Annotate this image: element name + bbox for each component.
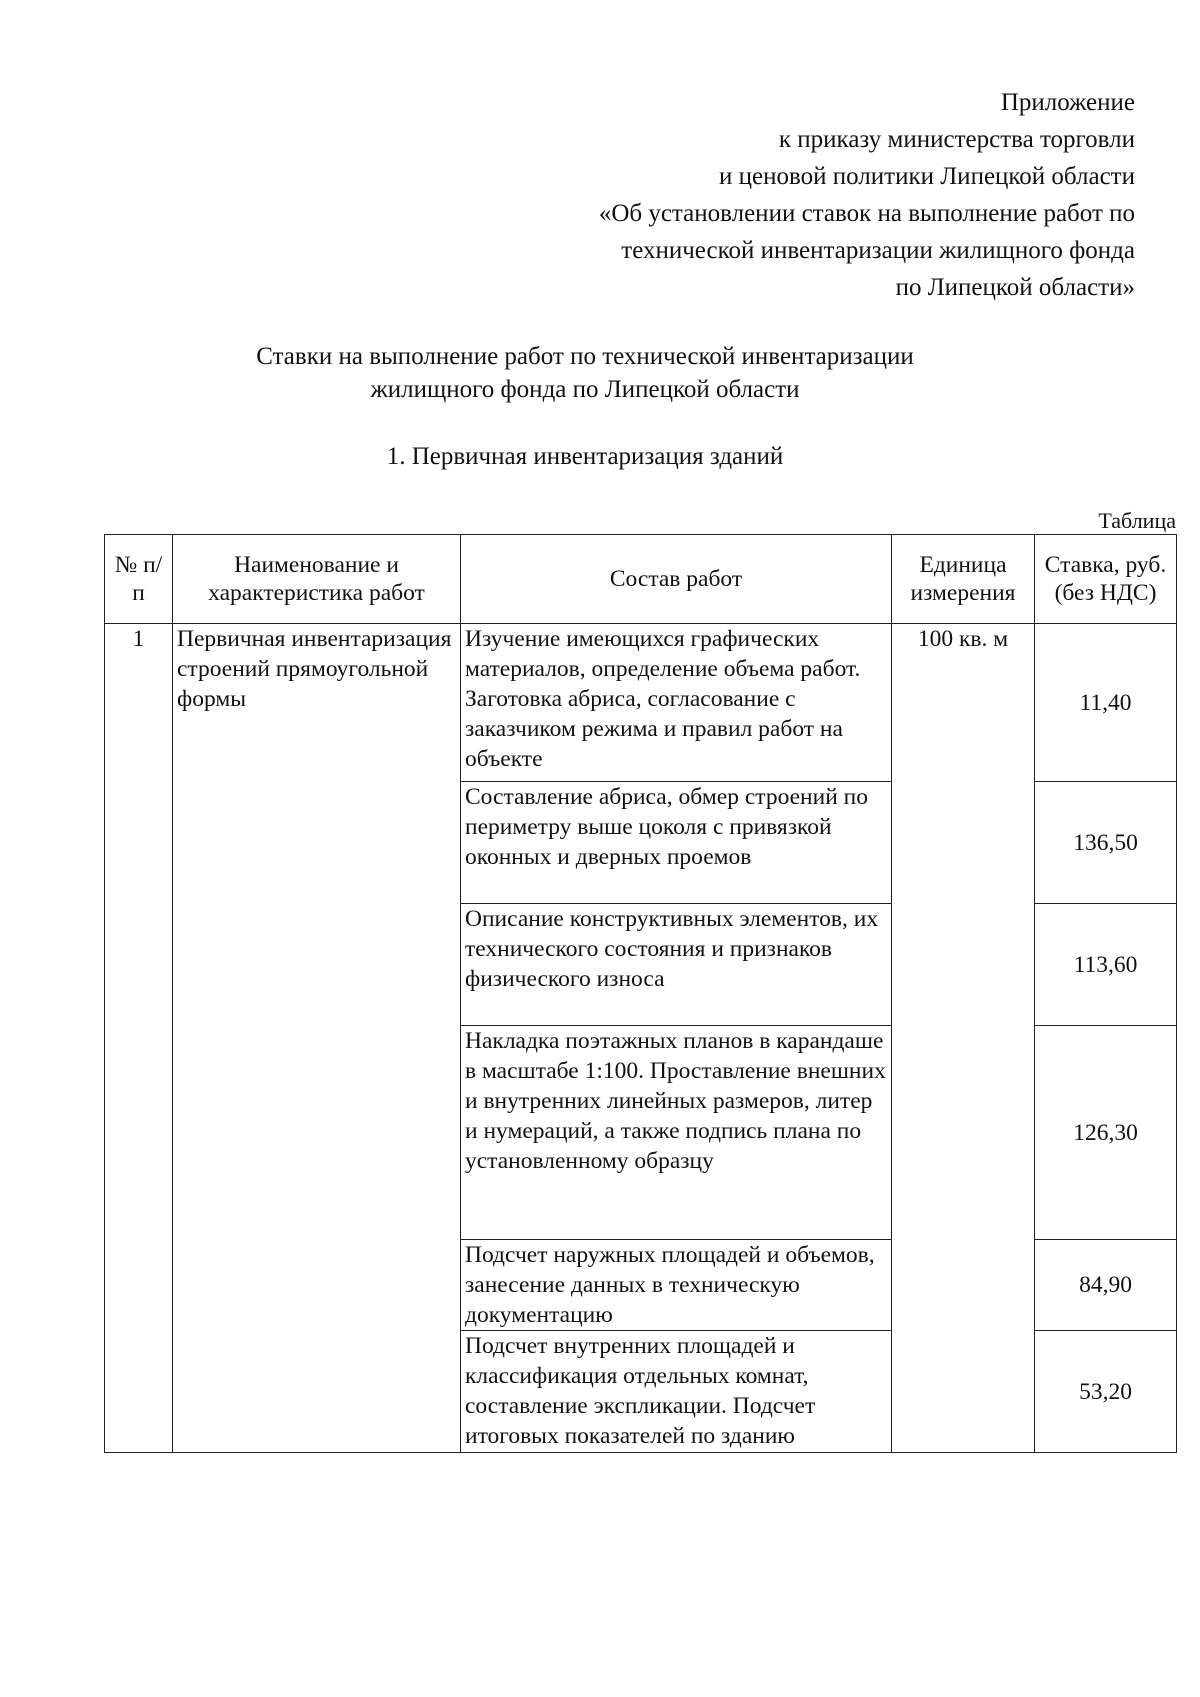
table-row: [105, 624, 1177, 782]
appendix-line: «Об установлении ставок на выполнение работ по: [598, 200, 1135, 227]
table-label: Таблица: [1098, 508, 1176, 533]
rate-value: 113,60: [1035, 904, 1177, 1026]
item-name: Первичная инвентаризация строений прямоугольной формы: [173, 624, 461, 1453]
header-name: Наименование и характеристика работ: [173, 535, 461, 624]
section-title: 1. Первичная инвентаризация зданий: [386, 443, 784, 470]
document-title-line: Ставки на выполнение работ по технической инвентаризации: [256, 343, 914, 370]
rate-value: 53,20: [1035, 1331, 1177, 1453]
header-work: Состав работ: [461, 535, 892, 624]
appendix-header: [435, 84, 1135, 306]
work-description: Накладка поэтажных планов в карандаше в масштабе 1:100. Проставление внешних и внутренних линейных размеров, литер и нумераций, а также подпись плана по установленному образцу: [461, 1026, 892, 1240]
rate-value: 136,50: [1035, 782, 1177, 904]
header-unit: Единица измерения: [892, 535, 1035, 624]
appendix-line: к приказу министерства торговли: [778, 126, 1135, 153]
header-rate: Ставка, руб. (без НДС): [1035, 535, 1177, 624]
item-number: 1: [105, 624, 173, 1453]
document-title-line: жилищного фонда по Липецкой области: [370, 376, 800, 403]
work-description: Подсчет наружных площадей и объемов, занесение данных в техническую документацию: [461, 1240, 892, 1331]
table-header-row: [105, 535, 1177, 624]
item-unit: 100 кв. м: [892, 624, 1035, 1453]
appendix-line: Приложение: [1000, 89, 1135, 116]
work-description: Составление абриса, обмер строений по периметру выше цоколя с привязкой оконных и дверных проемов: [461, 782, 892, 904]
rate-value: 126,30: [1035, 1026, 1177, 1240]
appendix-line: по Липецкой области»: [895, 274, 1135, 301]
rate-value: 84,90: [1035, 1240, 1177, 1331]
header-num: № п/п: [105, 535, 173, 624]
rates-table: [104, 534, 1177, 1453]
work-description: Изучение имеющихся графических материалов, определение объема работ. Заготовка абриса, согласование с заказчиком режима и правил работ на объекте: [461, 624, 892, 782]
appendix-line: и ценовой политики Липецкой области: [719, 163, 1135, 190]
rate-value: 11,40: [1035, 624, 1177, 782]
work-description: Подсчет внутренних площадей и классификация отдельных комнат, составление экспликации. Подсчет итоговых показателей по зданию: [461, 1331, 892, 1453]
appendix-line: технической инвентаризации жилищного фонда: [621, 237, 1135, 264]
work-description: Описание конструктивных элементов, их технического состояния и признаков физического износа: [461, 904, 892, 1026]
document-title: [0, 340, 1170, 406]
